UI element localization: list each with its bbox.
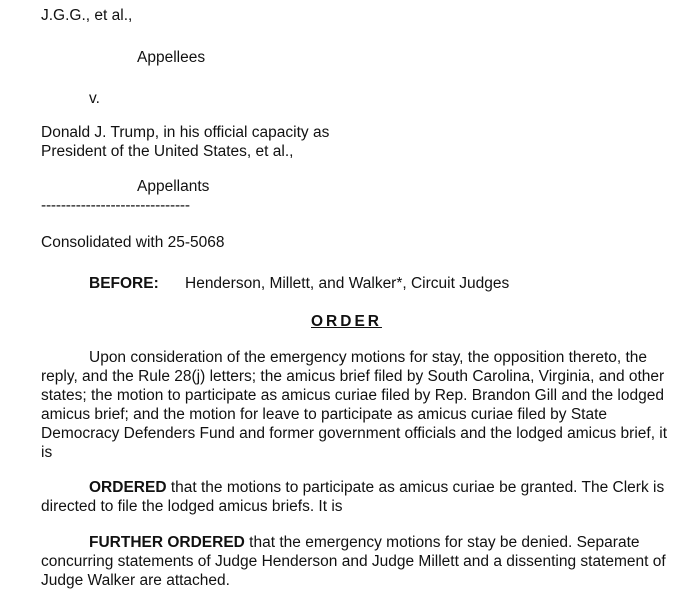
panel-judges: Henderson, Millett, and Walker*, Circuit Judges bbox=[185, 275, 510, 292]
further-ordered-paragraph bbox=[41, 533, 671, 590]
appellant-party-line1: Donald J. Trump, in his official capacity as bbox=[41, 124, 330, 141]
further-ordered-label: FURTHER ORDERED bbox=[89, 534, 245, 551]
appellant-role: Appellants bbox=[137, 178, 210, 195]
appellee-role: Appellees bbox=[137, 49, 206, 66]
panel-label: BEFORE: bbox=[89, 275, 159, 292]
further-ordered-text: that the emergency motions for stay be denied. Separate concurring statements of Judge Henderson and Judge Millett and a dissenting statement of Judge Walker are attached. bbox=[41, 534, 666, 589]
ordered-paragraph bbox=[41, 478, 671, 516]
versus-label: v. bbox=[89, 90, 100, 107]
caption-divider: ------------------------------ bbox=[41, 197, 190, 214]
order-intro-text: Upon consideration of the emergency motions for stay, the opposition thereto, the reply, and the Rule 28(j) letters; the amicus brief filed by South Carolina, Virginia, and other states; the motion to participate as amicus curiae filed by Rep. Brandon Gill and the lodged amicus brief; and the motion for leave to participate as amicus curiae filed by State Democracy Defenders Fund and former government officials and the lodged amicus brief, it is bbox=[41, 349, 668, 461]
appellant-party-line2: President of the United States, et al., bbox=[41, 143, 294, 160]
order-intro-paragraph bbox=[41, 348, 671, 462]
appellee-party: J.G.G., et al., bbox=[41, 7, 133, 24]
consolidated-case-note: Consolidated with 25-5068 bbox=[41, 234, 225, 251]
ordered-text: that the motions to participate as amicus curiae be granted. The Clerk is directed to file the lodged amicus briefs. It is bbox=[41, 479, 665, 515]
ordered-label: ORDERED bbox=[89, 479, 167, 496]
order-title: ORDER bbox=[311, 313, 382, 330]
